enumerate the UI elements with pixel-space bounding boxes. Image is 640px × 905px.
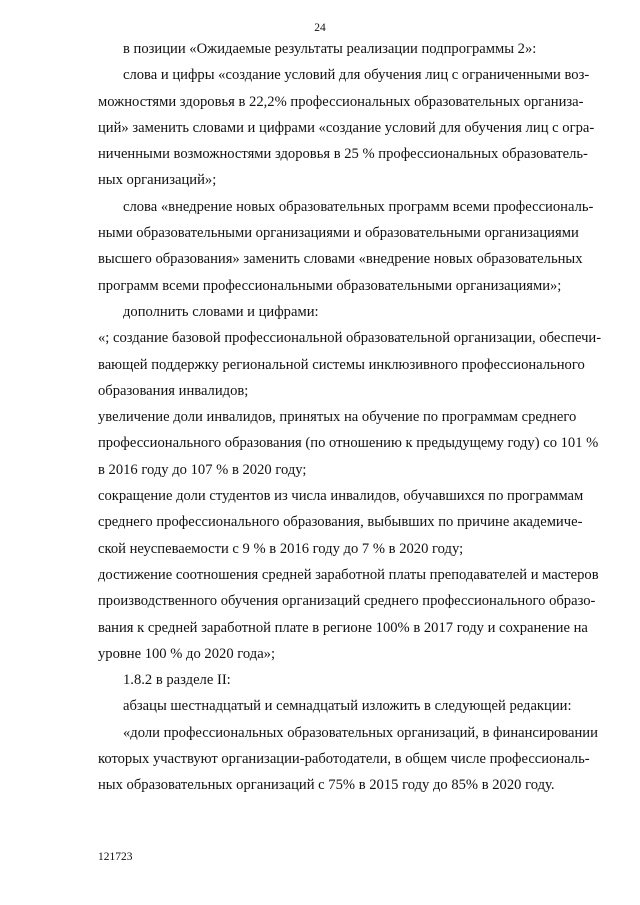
document-code: 121723 <box>98 851 133 863</box>
text-line: программ всеми профессиональными образовательными организациями»; <box>98 277 562 294</box>
paragraph <box>98 483 584 562</box>
text-line: ных образовательных организаций с 75% в 2015 году до 85% в 2020 году. <box>98 777 555 794</box>
paragraph <box>98 194 594 299</box>
text-line: ных организаций»; <box>98 172 217 189</box>
text-line: ской неуспеваемости с 9 % в 2016 году до 7 % в 2020 году; <box>98 540 464 557</box>
text-line: достижение соотношения средней заработной платы преподавателей и мастеров <box>98 566 599 583</box>
text-line: образования инвалидов; <box>98 382 249 399</box>
paragraph <box>98 325 602 404</box>
paragraph <box>98 404 599 483</box>
text-line: 1.8.2 в разделе II: <box>123 672 231 689</box>
paragraph <box>98 62 595 193</box>
paragraph <box>98 299 572 325</box>
text-line: абзацы шестнадцатый и семнадцатый изложить в следующей редакции: <box>123 698 572 715</box>
text-line: слова и цифры «создание условий для обучения лиц с ограниченными воз- <box>123 67 590 84</box>
text-line: сокращение доли студентов из числа инвалидов, обучавшихся по программам <box>98 488 584 505</box>
text-line: «доли профессиональных образовательных организаций, в финансировании <box>123 724 598 741</box>
text-line: ниченными возможностями здоровья в 25 % профессиональных образователь- <box>98 146 588 163</box>
page-number: 24 <box>314 22 326 34</box>
text-line: в позиции «Ожидаемые результаты реализации подпрограммы 2»: <box>123 41 537 57</box>
paragraph <box>98 562 599 667</box>
text-line: производственного обучения организаций среднего профессионального образо- <box>98 593 596 610</box>
text-line: «; создание базовой профессиональной образовательной организации, обеспечи- <box>98 330 602 347</box>
text-line: можностями здоровья в 22,2% профессиональных образовательных организа- <box>98 93 584 110</box>
paragraph <box>98 36 572 62</box>
text-line: в 2016 году до 107 % в 2020 году; <box>98 461 307 478</box>
text-line: дополнить словами и цифрами: <box>123 303 319 320</box>
paragraph <box>98 720 598 799</box>
paragraph <box>98 693 572 719</box>
text-line: среднего профессионального образования, выбывших по причине академиче- <box>98 514 583 531</box>
text-line: профессионального образования (по отношению к предыдущему году) со 101 % <box>98 435 599 452</box>
text-line: увеличение доли инвалидов, принятых на обучение по программам среднего <box>98 409 577 426</box>
text-line: слова «внедрение новых образовательных программ всеми профессиональ- <box>123 198 594 215</box>
text-line: уровне 100 % до 2020 года»; <box>98 645 276 662</box>
text-line: вания к средней заработной плате в регионе 100% в 2017 году и сохранение на <box>98 619 588 636</box>
paragraph <box>98 667 572 693</box>
text-line: высшего образования» заменить словами «внедрение новых образовательных <box>98 251 583 268</box>
text-line: которых участвуют организации-работодатели, в общем числе профессиональ- <box>98 751 590 768</box>
text-line: ными образовательными организациями и образовательными организациями <box>98 225 579 242</box>
text-line: вающей поддержку региональной системы инклюзивного профессионального <box>98 356 585 373</box>
text-line: ций» заменить словами и цифрами «создание условий для обучения лиц с огра- <box>98 119 595 136</box>
document-body <box>98 36 602 799</box>
